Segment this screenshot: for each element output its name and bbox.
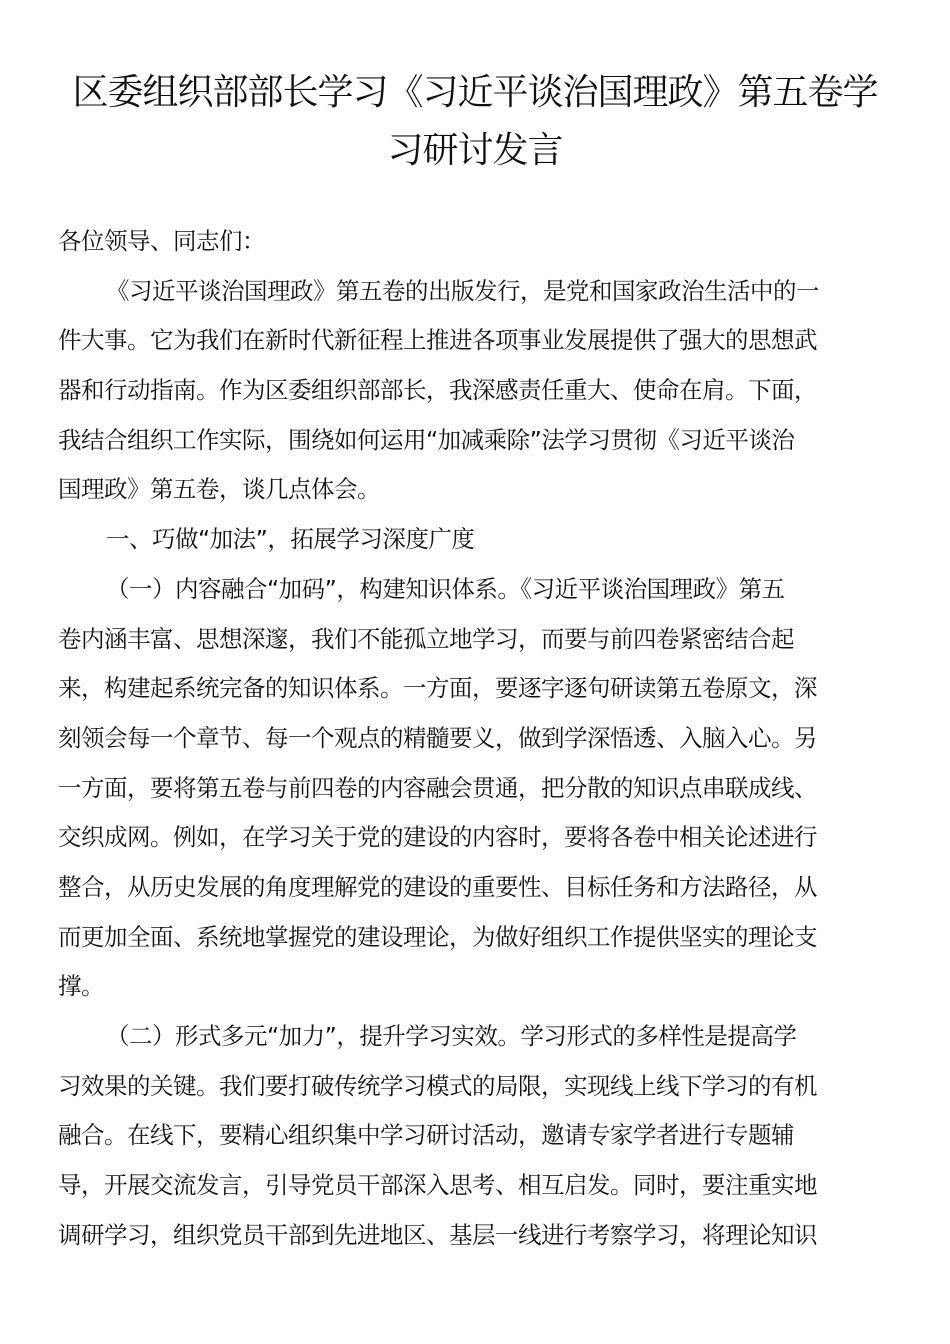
paragraph-line: 一方面，要将第五卷与前四卷的内容融会贯通，把分散的知识点串联成线、 <box>58 773 817 802</box>
paragraph-line: （一）内容融合“加码”，构建知识体系。《习近平谈治国理政》第五 <box>106 574 785 603</box>
paragraph-line: 《习近平谈治国理政》第五卷的出版发行，是党和国家政治生活中的一 <box>106 276 819 305</box>
paragraph-line: 撑。 <box>58 972 104 1001</box>
title-line-1: 区委组织部部长学习《习近平谈治国理政》第五卷学 <box>72 72 878 113</box>
paragraph-line: 刻领会每一个章节、每一个观点的精髓要义，做到学深悟透、入脑入心。另 <box>58 723 817 752</box>
section-heading: 一、巧做“加法”，拓展学习深度广度 <box>106 525 475 554</box>
paragraph-line: 整合，从历史发展的角度理解党的建设的重要性、目标任务和方法路径，从 <box>58 872 817 901</box>
paragraph-line: （二）形式多元“加力”，提升学习实效。学习形式的多样性是提高学 <box>106 1022 797 1050</box>
paragraph-line: 而更加全面、系统地掌握党的建设理论，为做好组织工作提供坚实的理论支 <box>58 922 817 951</box>
paragraph-subsection-1 <box>58 565 892 1012</box>
paragraph-line: 来，构建起系统完备的知识体系。一方面，要逐字逐句研读第五卷原文，深 <box>58 674 817 703</box>
paragraph-line: 件大事。它为我们在新时代新征程上推进各项事业发展提供了强大的思想武 <box>58 326 817 355</box>
salutation: 各位领导、同志们： <box>58 227 265 255</box>
paragraph-line: 卷内涵丰富、思想深邃，我们不能孤立地学习，而要与前四卷紧密结合起 <box>58 624 794 653</box>
paragraph-line: 交织成网。例如，在学习关于党的建设的内容时，要将各卷中相关论述进行 <box>58 823 817 852</box>
document-body <box>58 217 892 1260</box>
document-title <box>40 64 910 180</box>
title-line-2: 习研讨发言 <box>387 130 563 171</box>
paragraph-line: 我结合组织工作实际，围绕如何运用“加减乘除”法学习贯彻《习近平谈治 <box>58 425 795 454</box>
paragraph-subsection-2 <box>58 1012 892 1260</box>
paragraph-line: 国理政》第五卷，谈几点体会。 <box>58 475 380 504</box>
paragraph-line: 调研学习，组织党员干部到先进地区、基层一线进行考察学习，将理论知识 <box>58 1220 817 1249</box>
paragraph-line: 习效果的关键。我们要打破传统学习模式的局限，实现线上线下学习的有机 <box>58 1071 817 1100</box>
paragraph-line: 融合。在线下，要精心组织集中学习研讨活动，邀请专家学者进行专题辅 <box>58 1121 794 1150</box>
paragraph-intro <box>58 267 892 515</box>
section-heading-1 <box>58 515 892 565</box>
paragraph-line: 器和行动指南。作为区委组织部部长，我深感责任重大、使命在肩。下面， <box>58 376 817 405</box>
paragraph-line: 导，开展交流发言，引导党员干部深入思考、相互启发。同时，要注重实地 <box>58 1171 817 1200</box>
